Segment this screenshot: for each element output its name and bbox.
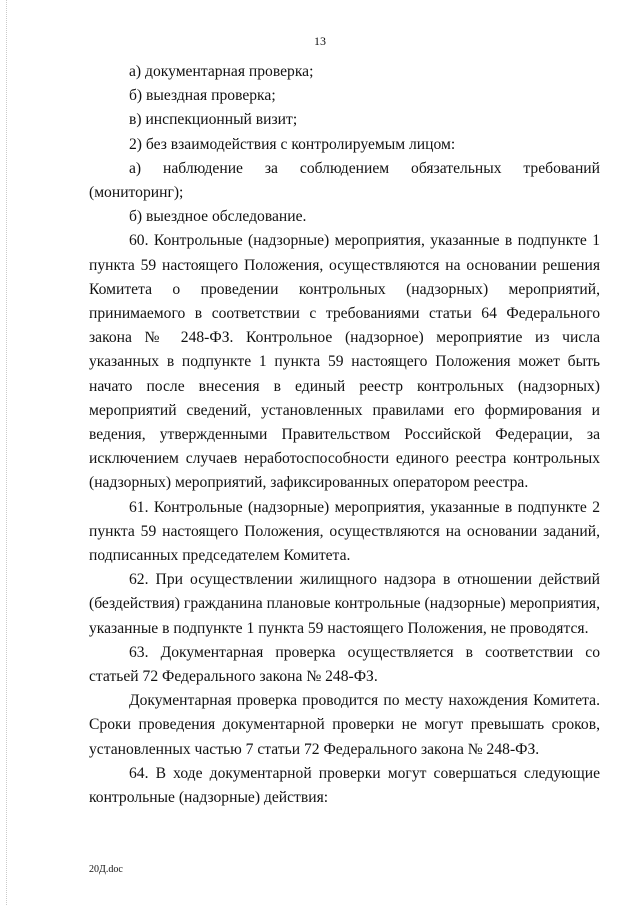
- paragraph-item-2-without-interaction: 2) без взаимодействия с контролируемым лицом:: [129, 135, 456, 153]
- page-number: 13: [314, 34, 326, 48]
- paragraph-clause-60: 60. Контрольные (надзорные) мероприятия, указанные в подпункте 1 пункта 59 настоящего Положения, осуществляются на основании решения Комитета о проведении контрольных (надзорных) мероприятий, принимаемого в соответствии с требованиями статьи 64 Федерального закона № 248-ФЗ. Контрольное (надзорное) мероприятие из числа указанных в подпункте 1 пункта 59 настоящего Положения может быть начато после внесения в единый реестр контрольных (надзорных) мероприятий сведений, установленных правилами его формирования и ведения, утвержденными Правительством Российской Федерации, за исключением случаев неработоспособности единого реестра контрольных (надзорных) мероприятий, зафиксированных оператором реестра.: [89, 232, 600, 492]
- file-name-footer: 20Д.doc: [89, 864, 123, 875]
- paragraph-item-a-monitoring: а) наблюдение за соблюдением обязательных требований (мониторинг);: [89, 159, 600, 202]
- scan-margin-line: [6, 0, 7, 905]
- paragraph-clause-61: 61. Контрольные (надзорные) мероприятия, указанные в подпункте 2 пункта 59 настоящего Положения, осуществляются на основании заданий, подписанных председателем Комитета.: [89, 498, 600, 565]
- paragraph-clause-63-location: Документарная проверка проводится по месту нахождения Комитета. Сроки проведения документарной проверки не могут превышать сроков, установленных частью 7 статьи 72 Федерального закона № 248-ФЗ.: [89, 692, 600, 758]
- paragraph-clause-64: 64. В ходе документарной проверки могут совершаться следующие контрольные (надзорные) действия:: [89, 764, 600, 807]
- paragraph-item-a-documentary: а) документарная проверка;: [129, 63, 314, 80]
- paragraph-item-b-onsite-survey: б) выездное обследование.: [129, 208, 307, 226]
- paragraph-clause-63: 63. Документарная проверка осуществляется в соответствии со статьей 72 Федерального закона № 248-ФЗ.: [89, 643, 600, 686]
- paragraph-clause-62: 62. При осуществлении жилищного надзора в отношении действий (бездействия) гражданина плановые контрольные (надзорные) мероприятия, указанные в подпункте 1 пункта 59 настоящего Положения, не проводятся.: [89, 571, 600, 637]
- paragraph-item-b-onsite: б) выездная проверка;: [129, 87, 276, 105]
- paragraph-item-v-inspection-visit: в) инспекционный визит;: [129, 111, 298, 129]
- document-body: [89, 60, 600, 810]
